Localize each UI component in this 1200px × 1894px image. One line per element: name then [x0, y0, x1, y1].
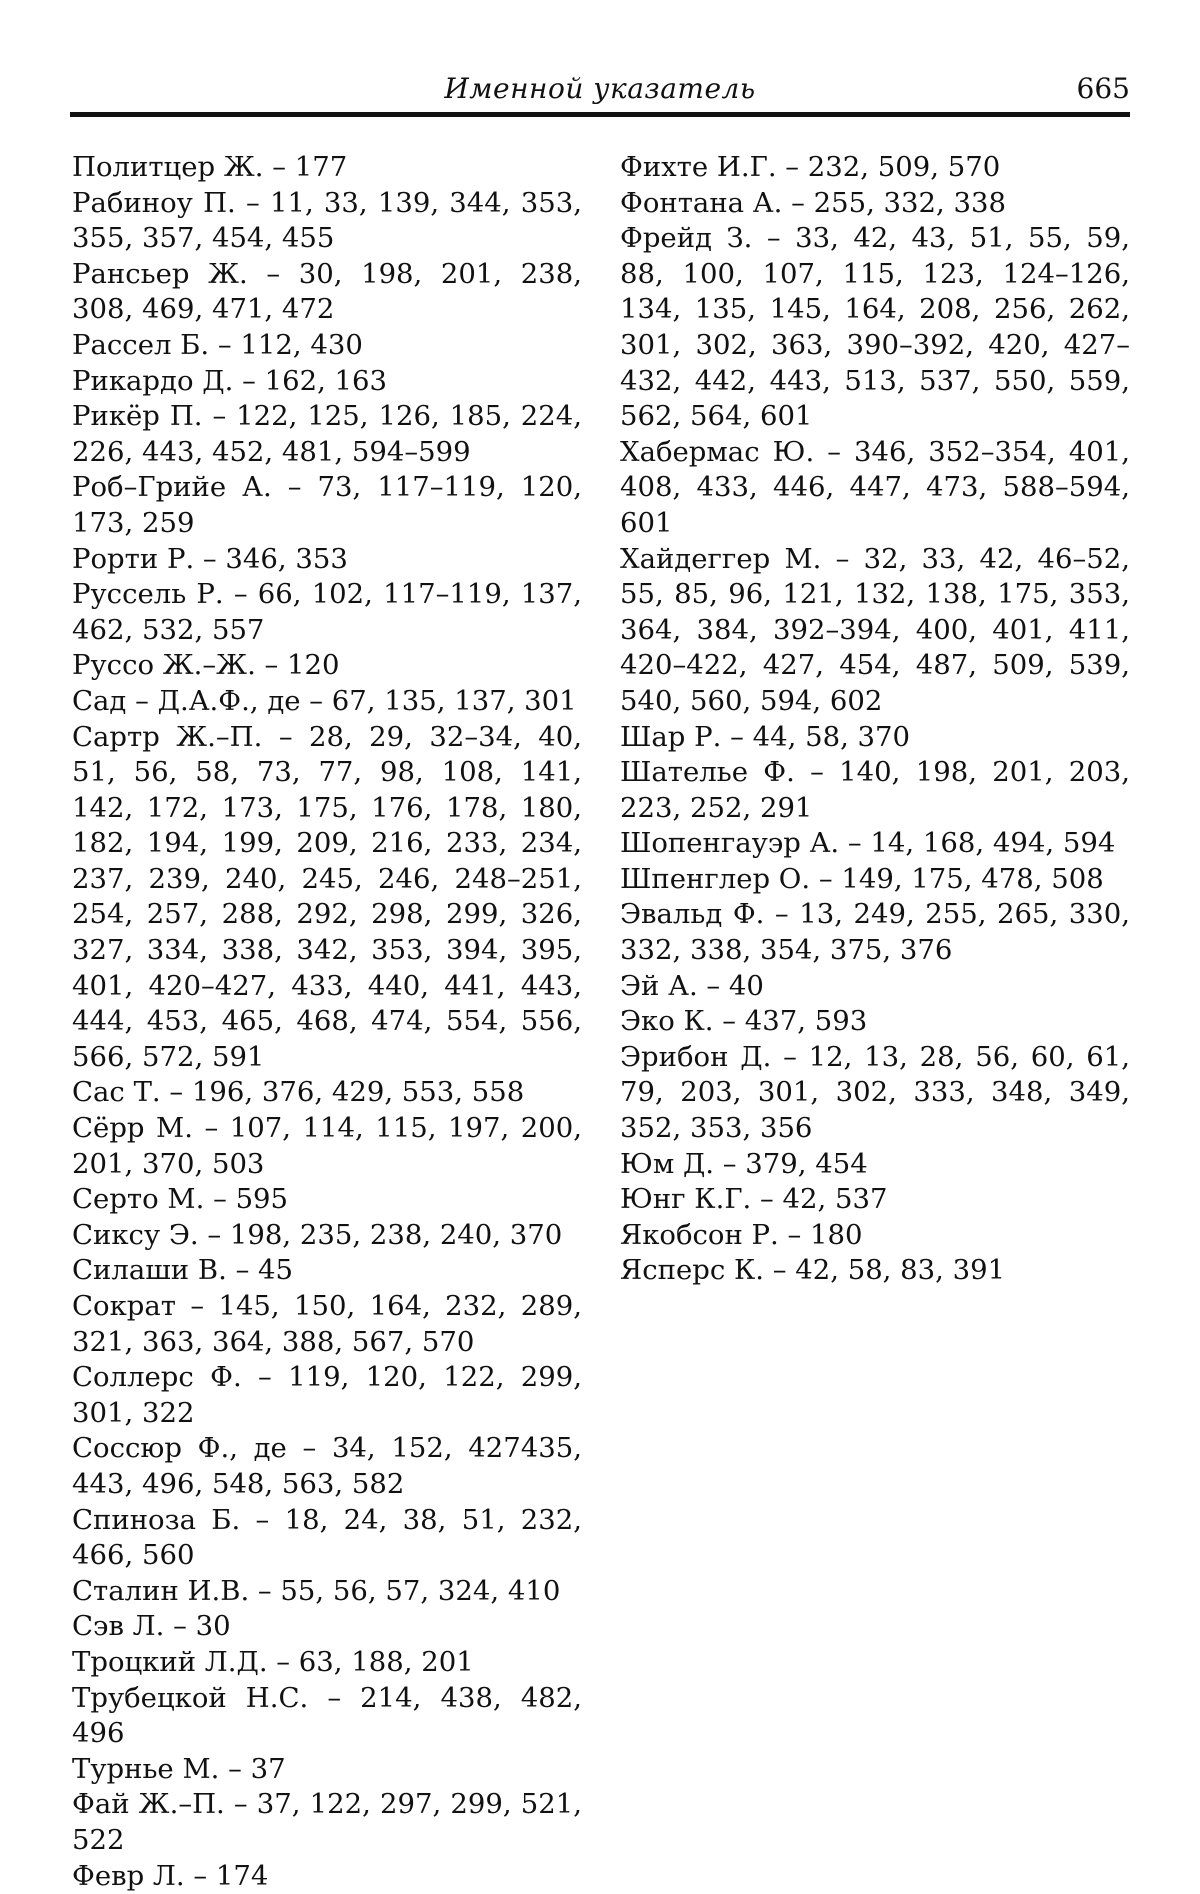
index-entry: Эко К. – 437, 593 — [620, 1004, 1130, 1040]
index-entry: Сад – Д.А.Ф., де – 67, 135, 137, 301 — [72, 684, 582, 720]
index-entry: Шопенгауэр А. – 14, 168, 494, 594 — [620, 826, 1130, 862]
index-entry: Рабиноу П. – 11, 33, 139, 344, 353, 355, 357, 454, 455 — [72, 186, 582, 257]
index-entry: Сэв Л. – 30 — [72, 1609, 582, 1645]
index-entry: Рорти Р. – 346, 353 — [72, 542, 582, 578]
page-number: 665 — [1077, 72, 1130, 105]
index-entry: Трубецкой Н.С. – 214, 438, 482, 496 — [72, 1681, 582, 1752]
index-entry: Сиксу Э. – 198, 235, 238, 240, 370 — [72, 1218, 582, 1254]
index-entry: Соссюр Ф., де – 34, 152, 427435, 443, 496, 548, 563, 582 — [72, 1431, 582, 1502]
index-entry: Рикёр П. – 122, 125, 126, 185, 224, 226, 443, 452, 481, 594–599 — [72, 399, 582, 470]
index-entry: Сас Т. – 196, 376, 429, 553, 558 — [72, 1075, 582, 1111]
index-entry: Февр Л. – 174 — [72, 1859, 582, 1894]
index-entry: Руссо Ж.–Ж. – 120 — [72, 648, 582, 684]
running-head — [70, 66, 1130, 117]
index-entry: Спиноза Б. – 18, 24, 38, 51, 232, 466, 560 — [72, 1503, 582, 1574]
index-entry: Юнг К.Г. – 42, 537 — [620, 1182, 1130, 1218]
index-entry: Фихте И.Г. – 232, 509, 570 — [620, 150, 1130, 186]
index-entry: Якобсон Р. – 180 — [620, 1218, 1130, 1254]
index-entry: Шар Р. – 44, 58, 370 — [620, 720, 1130, 756]
index-entry: Фай Ж.–П. – 37, 122, 297, 299, 521, 522 — [72, 1787, 582, 1858]
index-entry: Турнье М. – 37 — [72, 1752, 582, 1788]
index-entry: Троцкий Л.Д. – 63, 188, 201 — [72, 1645, 582, 1681]
index-entry: Сократ – 145, 150, 164, 232, 289, 321, 363, 364, 388, 567, 570 — [72, 1289, 582, 1360]
index-entry: Сёрр М. – 107, 114, 115, 197, 200, 201, 370, 503 — [72, 1111, 582, 1182]
index-entry: Фонтана А. – 255, 332, 338 — [620, 186, 1130, 222]
index-entry: Фрейд З. – 33, 42, 43, 51, 55, 59, 88, 100, 107, 115, 123, 124–126, 134, 135, 145, 164, 208, 256, 262, 301, 302, 363, 390–392, 420, 427–432, 442, 443, 513, 537, 550, 559, 562, 564, 601 — [620, 221, 1130, 435]
index-entry: Рассел Б. – 112, 430 — [72, 328, 582, 364]
index-entry: Шателье Ф. – 140, 198, 201, 203, 223, 252, 291 — [620, 755, 1130, 826]
index-entry: Силаши В. – 45 — [72, 1253, 582, 1289]
index-entry: Хабермас Ю. – 346, 352–354, 401, 408, 433, 446, 447, 473, 588–594, 601 — [620, 435, 1130, 542]
index-entry: Ясперс К. – 42, 58, 83, 391 — [620, 1253, 1130, 1289]
index-column-left — [72, 150, 582, 1894]
index-entry: Эй А. – 40 — [620, 969, 1130, 1005]
index-entry: Политцер Ж. – 177 — [72, 150, 582, 186]
index-column-right — [620, 150, 1130, 1289]
index-entry: Роб–Грийе А. – 73, 117–119, 120, 173, 259 — [72, 470, 582, 541]
index-entry: Соллерс Ф. – 119, 120, 122, 299, 301, 322 — [72, 1360, 582, 1431]
index-entry: Шпенглер О. – 149, 175, 478, 508 — [620, 862, 1130, 898]
running-title: Именной указатель — [70, 72, 1130, 105]
index-entry: Сталин И.В. – 55, 56, 57, 324, 410 — [72, 1574, 582, 1610]
index-entry: Серто М. – 595 — [72, 1182, 582, 1218]
index-entry: Руссель Р. – 66, 102, 117–119, 137, 462, 532, 557 — [72, 577, 582, 648]
index-entry: Рансьер Ж. – 30, 198, 201, 238, 308, 469, 471, 472 — [72, 257, 582, 328]
index-entry: Эрибон Д. – 12, 13, 28, 56, 60, 61, 79, 203, 301, 302, 333, 348, 349, 352, 353, 356 — [620, 1040, 1130, 1147]
index-entry: Сартр Ж.–П. – 28, 29, 32–34, 40, 51, 56, 58, 73, 77, 98, 108, 141, 142, 172, 173, 175, 176, 178, 180, 182, 194, 199, 209, 216, 233, 234, 237, 239, 240, 245, 246, 248–251, 254, 257, 288, 292, 298, 299, 326, 327, 334, 338, 342, 353, 394, 395, 401, 420–427, 433, 440, 441, 443, 444, 453, 465, 468, 474, 554, 556, 566, 572, 591 — [72, 720, 582, 1076]
index-entry: Рикардо Д. – 162, 163 — [72, 364, 582, 400]
index-entry: Эвальд Ф. – 13, 249, 255, 265, 330, 332, 338, 354, 375, 376 — [620, 897, 1130, 968]
index-entry: Хайдеггер М. – 32, 33, 42, 46–52, 55, 85, 96, 121, 132, 138, 175, 353, 364, 384, 392–394, 400, 401, 411, 420–422, 427, 454, 487, 509, 539, 540, 560, 594, 602 — [620, 542, 1130, 720]
index-entry: Юм Д. – 379, 454 — [620, 1147, 1130, 1183]
